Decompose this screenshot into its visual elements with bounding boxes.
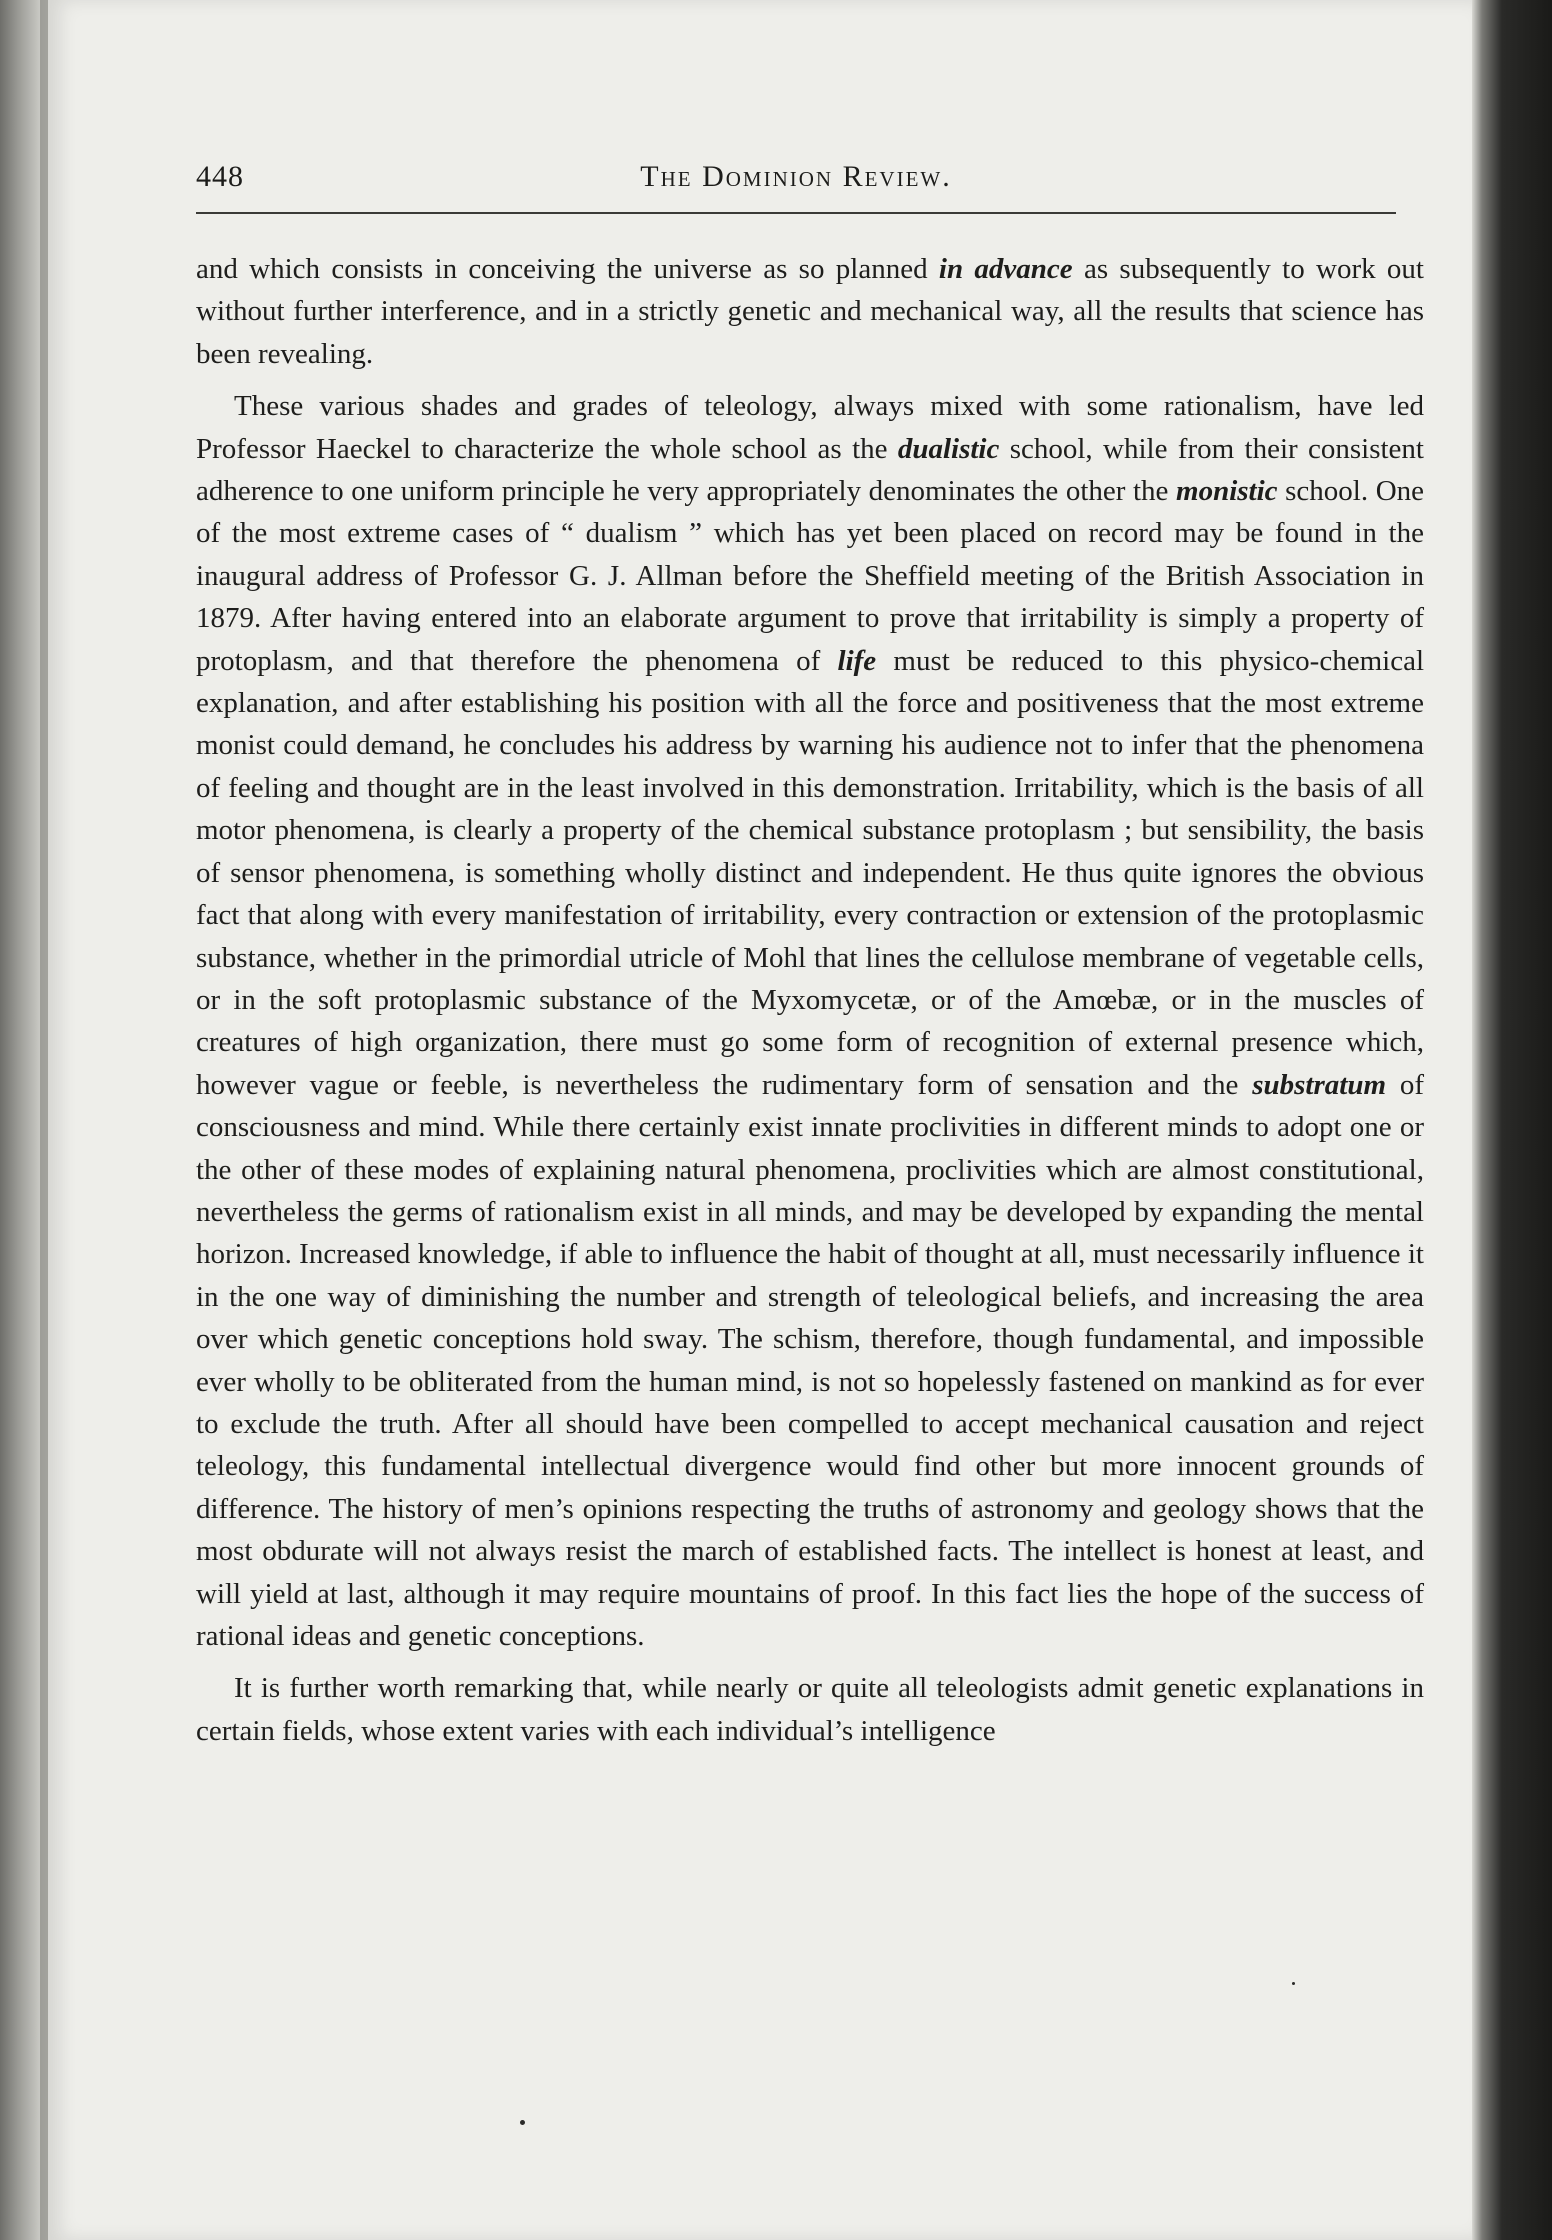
scan-speck [1292, 1982, 1295, 1985]
text-run: school. One of the most extreme cases of “ dualism ” which has yet been placed on record may be found in the inaugural address of Professor G. J. Allman before the Sheffield meeting of the British Association in 1879. After having entered into an elaborate argument to prove that irritability is simply a property of protoplasm, and that therefore the phenomena of [196, 475, 1425, 677]
scan-speck [520, 2120, 525, 2125]
paragraph-continued [196, 248, 1424, 375]
text-run: of consciousness and mind. While there certainly exist innate proclivities in different minds to adopt one or the other of these modes of explaining natural phenomena, proclivities which are almost constitutional, nevertheless the germs of rationalism exist in all minds, and may be developed by expanding the mental horizon. Increased knowledge, if able to influence the habit of thought at all, must necessarily influence it in the one way of diminishing the number and strength of teleological beliefs, and increasing the area over which genetic conceptions hold sway. The schism, therefore, though fundamental, and impossible ever wholly to be obliterated from the human mind, is not so hopelessly fastened on mankind as for ever to exclude the truth. After all should have been compelled to accept mechanical causation and reject teleology, this fundamental intellectual divergence would find other but more innocent grounds of difference. The history of men’s opinions respecting the truths of astronomy and geology shows that the most obdurate will not always resist the march of established facts. The intellect is honest at least, and will yield at last, although it may require mountains of proof. In this fact lies the hope of the success of rational ideas and genetic conceptions. [196, 1068, 1424, 1652]
emphasis-dualistic: dualistic [897, 432, 1000, 465]
binding-edge [40, 0, 48, 2240]
journal-title: The Dominion Review. [640, 160, 952, 193]
paragraph-teleology [196, 385, 1424, 1657]
text-run: These various shades and grades of teleology, always mixed with some rationalism, have led Professor Haeckel to characterize the whole school as the [196, 390, 1424, 465]
emphasis-in-advance: in advance [938, 253, 1073, 285]
paragraph-further [196, 1667, 1424, 1752]
text-run: It is further worth remarking that, while nearly or quite all teleologists admit genetic explanations in certain fields, whose extent varies with each individual’s intelligence [196, 1672, 1424, 1747]
text-run: must be reduced to this physico-chemical explanation, and after establishing his position with all the force and positiveness that the most extreme monist could demand, he concludes his address by warning his audience not to infer that the phenomena of feeling and thought are in the least involved in this demonstration. Irritability, which is the basis of all motor phenomena, is clearly a property of the chemical substance protoplasm ; but sensibility, the basis of sensor phenomena, is something wholly distinct and independent. He thus quite ignores the obvious fact that along with every manifestation of irritability, every contraction or extension of the protoplasmic substance, whether in the primordial utricle of Mohl that lines the cellulose membrane of vegetable cells, or in the soft protoplasmic substance of the Myxomycetæ, or of the Amœbæ, or in the muscles of creatures of high organization, there must go some form of recognition of external presence which, however vague or feeble, is nevertheless the rudimentary form of sensation and the [196, 644, 1424, 1101]
running-head [196, 160, 1396, 206]
text-run: as subsequently to work out without further interference, and in a strictly genetic and mechanical way, all the results that science has been revealing. [196, 253, 1424, 370]
page-number: 448 [196, 160, 244, 193]
text-run: and which consists in conceiving the universe as so planned [196, 253, 939, 285]
emphasis-life: life [837, 644, 877, 677]
emphasis-monistic: monistic [1176, 475, 1278, 508]
emphasis-substratum: substratum [1252, 1068, 1387, 1101]
header-rule [196, 212, 1396, 214]
text-run: school, while from their consistent adherence to one uniform principle he very appropriately denominates the other the [196, 432, 1424, 508]
scan-right-margin [1472, 0, 1552, 2240]
body-text [196, 248, 1424, 1752]
